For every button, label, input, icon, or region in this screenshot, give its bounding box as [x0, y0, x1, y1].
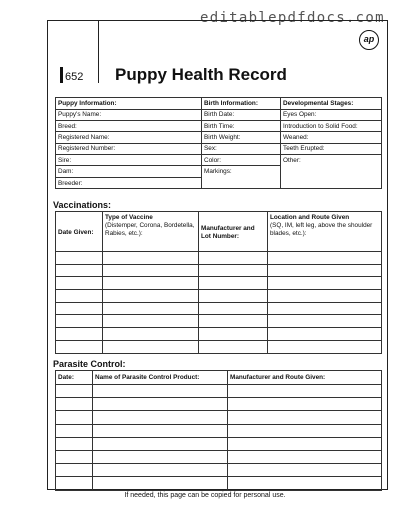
watermark: editablepdfdocs.com — [200, 10, 385, 26]
table-row — [56, 437, 382, 450]
form-frame — [47, 20, 388, 490]
table-row — [56, 411, 382, 424]
vac-cell[interactable] — [103, 328, 199, 341]
table-row — [56, 464, 382, 477]
table-row — [56, 277, 382, 290]
vac-loc-title: Location and Route Given — [270, 214, 350, 221]
vac-cell[interactable] — [199, 340, 268, 353]
par-cell[interactable] — [228, 398, 382, 411]
birth-info-header: Birth Information: — [202, 98, 281, 110]
puppy-info-header: Puppy Information: — [56, 98, 202, 110]
vac-cell[interactable] — [199, 277, 268, 290]
vac-cell[interactable] — [56, 302, 103, 315]
vac-type-sub: (Distemper, Corona, Bordetella, Rabies, etc.): — [105, 222, 195, 237]
par-cell[interactable] — [93, 411, 228, 424]
sex-field[interactable]: Sex: — [202, 143, 281, 154]
vac-loc-sub: (SQ, IM, left leg, above the shoulder blades, etc.): — [270, 222, 373, 237]
dev-stages-header: Developmental Stages: — [281, 98, 382, 110]
footer-note: If needed, this page can be copied for personal use. — [124, 492, 286, 499]
vac-cell[interactable] — [103, 302, 199, 315]
vac-cell[interactable] — [103, 252, 199, 265]
vac-cell[interactable] — [268, 252, 382, 265]
other-field[interactable]: Other: — [281, 155, 382, 189]
vac-cell[interactable] — [56, 264, 103, 277]
table-row — [56, 424, 382, 437]
sire-field[interactable]: Sire: — [56, 155, 202, 166]
table-row — [56, 264, 382, 277]
teeth-erupted-field[interactable]: Teeth Erupted: — [281, 143, 382, 154]
vac-cell[interactable] — [103, 290, 199, 303]
vac-loc-header — [268, 212, 382, 252]
markings-field[interactable]: Markings: — [202, 166, 281, 189]
vac-cell[interactable] — [199, 328, 268, 341]
par-cell[interactable] — [228, 437, 382, 450]
par-name-header: Name of Parasite Control Product: — [93, 371, 228, 385]
vac-type-title: Type of Vaccine — [105, 214, 153, 221]
header-divider — [98, 21, 99, 83]
par-cell[interactable] — [93, 437, 228, 450]
vac-cell[interactable] — [268, 290, 382, 303]
vac-cell[interactable] — [56, 328, 103, 341]
birth-weight-field[interactable]: Birth Weight: — [202, 132, 281, 143]
table-row — [56, 328, 382, 341]
par-cell[interactable] — [56, 411, 93, 424]
par-cell[interactable] — [228, 411, 382, 424]
vac-cell[interactable] — [103, 277, 199, 290]
par-cell[interactable] — [228, 424, 382, 437]
vac-cell[interactable] — [199, 290, 268, 303]
vac-cell[interactable] — [56, 290, 103, 303]
birth-date-field[interactable]: Birth Date: — [202, 109, 281, 120]
vac-cell[interactable] — [103, 315, 199, 328]
ap-logo-icon: ap — [359, 30, 379, 50]
par-cell[interactable] — [93, 424, 228, 437]
par-cell[interactable] — [56, 450, 93, 463]
vac-cell[interactable] — [268, 302, 382, 315]
weaned-field[interactable]: Weaned: — [281, 132, 382, 143]
vac-cell[interactable] — [268, 264, 382, 277]
vac-cell[interactable] — [199, 302, 268, 315]
birth-time-field[interactable]: Birth Time: — [202, 120, 281, 131]
vac-cell[interactable] — [56, 340, 103, 353]
parasite-table — [55, 370, 382, 491]
form-number — [60, 65, 83, 83]
info-table — [55, 97, 382, 189]
par-cell[interactable] — [228, 464, 382, 477]
eyes-open-field[interactable]: Eyes Open: — [281, 109, 382, 120]
table-row — [56, 290, 382, 303]
par-cell[interactable] — [56, 398, 93, 411]
table-row — [56, 477, 382, 490]
par-date-header: Date: — [56, 371, 93, 385]
par-cell[interactable] — [93, 450, 228, 463]
par-cell[interactable] — [228, 450, 382, 463]
vac-type-header — [103, 212, 199, 252]
vac-cell[interactable] — [268, 277, 382, 290]
vac-mfr-header: Manufacturer and Lot Number: — [199, 212, 268, 252]
par-cell[interactable] — [56, 437, 93, 450]
par-cell[interactable] — [56, 424, 93, 437]
par-cell[interactable] — [93, 398, 228, 411]
registered-number-field[interactable]: Registered Number: — [56, 143, 202, 154]
par-cell[interactable] — [93, 385, 228, 398]
vac-cell[interactable] — [56, 252, 103, 265]
vac-cell[interactable] — [199, 252, 268, 265]
solid-food-field[interactable]: Introduction to Solid Food: — [281, 120, 382, 131]
registered-name-field[interactable]: Registered Name: — [56, 132, 202, 143]
parasite-control-title: Parasite Control: — [53, 359, 126, 369]
vac-cell[interactable] — [268, 315, 382, 328]
par-cell[interactable] — [93, 464, 228, 477]
par-cell[interactable] — [228, 477, 382, 490]
table-row — [56, 450, 382, 463]
page-title: Puppy Health Record — [115, 65, 287, 84]
par-cell[interactable] — [228, 385, 382, 398]
table-row — [56, 340, 382, 353]
par-cell[interactable] — [93, 477, 228, 490]
vaccinations-table — [55, 211, 382, 354]
vac-cell[interactable] — [268, 328, 382, 341]
table-row — [56, 315, 382, 328]
table-row — [56, 302, 382, 315]
dam-field[interactable]: Dam: — [56, 166, 202, 177]
vac-cell[interactable] — [56, 315, 103, 328]
vaccinations-title: Vaccinations: — [53, 200, 112, 210]
par-mfr-header: Manufacturer and Route Given: — [228, 371, 382, 385]
vac-cell[interactable] — [268, 340, 382, 353]
par-cell[interactable] — [56, 464, 93, 477]
vac-cell[interactable] — [199, 264, 268, 277]
form-number-text: 652 — [65, 71, 84, 83]
vac-cell[interactable] — [199, 315, 268, 328]
par-cell[interactable] — [56, 477, 93, 490]
vac-date-header: Date Given: — [56, 212, 103, 252]
breed-field[interactable]: Breed: — [56, 120, 202, 131]
table-row — [56, 398, 382, 411]
form-number-bar — [60, 67, 63, 83]
puppy-name-field[interactable]: Puppy's Name: — [56, 109, 202, 120]
vac-cell[interactable] — [103, 340, 199, 353]
breeder-field[interactable]: Breeder: — [56, 177, 202, 188]
vac-cell[interactable] — [56, 277, 103, 290]
par-cell[interactable] — [56, 385, 93, 398]
color-field[interactable]: Color: — [202, 155, 281, 166]
table-row — [56, 385, 382, 398]
vac-cell[interactable] — [103, 264, 199, 277]
table-row — [56, 252, 382, 265]
